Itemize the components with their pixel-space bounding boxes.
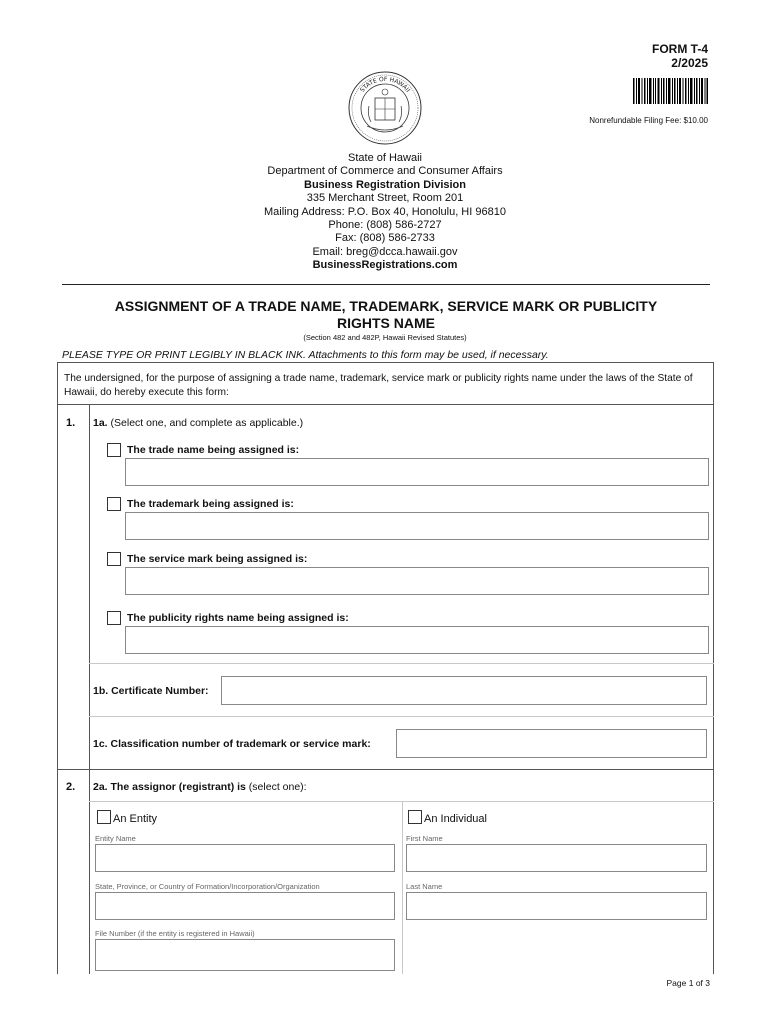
entity-name-label: Entity Name [95, 834, 136, 843]
entity-name-field[interactable] [95, 844, 395, 872]
entity-option-label: An Entity [113, 813, 158, 825]
trademark-field[interactable] [125, 512, 709, 540]
file-number-label: File Number (if the entity is registered in Hawaii) [95, 929, 255, 938]
svg-text:STATE OF HAWAII: STATE OF HAWAII [358, 75, 412, 94]
trademark-label: The trademark being assigned is: [127, 498, 294, 510]
trade-name-field[interactable] [125, 458, 709, 486]
agency-department: Department of Commerce and Consumer Affairs [267, 165, 503, 178]
agency-street: 335 Merchant Street, Room 201 [306, 192, 464, 205]
agency-mailing: Mailing Address: P.O. Box 40, Honolulu, HI 96810 [264, 205, 506, 218]
trade-name-checkbox[interactable] [107, 443, 121, 457]
certificate-number-label: 1b. Certificate Number: [93, 685, 209, 697]
individual-option-label: An Individual [424, 813, 487, 825]
form-title-line1: ASSIGNMENT OF A TRADE NAME, TRADEMARK, SERVICE MARK OR PUBLICITY [114, 298, 658, 314]
agency-email[interactable]: Email: breg@dcca.hawaii.gov [312, 245, 458, 258]
state-seal-icon [347, 70, 423, 146]
publicity-rights-checkbox[interactable] [107, 611, 121, 625]
number-column-divider [89, 404, 90, 974]
section-1-number: 1. [66, 417, 76, 429]
first-name-label: First Name [406, 834, 443, 843]
section-1a-heading: 1a. (Select one, and complete as applicable.) [93, 417, 304, 429]
page-number: Page 1 of 3 [666, 978, 710, 988]
individual-checkbox[interactable] [408, 810, 422, 824]
barcode-icon [633, 78, 708, 104]
service-mark-field[interactable] [125, 567, 709, 595]
certificate-number-field[interactable] [221, 676, 707, 705]
entity-checkbox[interactable] [97, 810, 111, 824]
agency-division: Business Registration Division [304, 178, 466, 191]
trademark-checkbox[interactable] [107, 497, 121, 511]
last-name-field[interactable] [406, 892, 707, 920]
section-1c-divider [89, 716, 714, 717]
form-title-line2: RIGHTS NAME [337, 315, 435, 331]
section-2-divider [57, 769, 714, 770]
agency-phone: Phone: (808) 586-2727 [328, 219, 442, 232]
section-2-number: 2. [66, 781, 76, 793]
intro-text: The undersigned, for the purpose of assigning a trade name, trademark, service mark or publicity rights name under the laws of the State of Hawaii, do hereby execute this form: [64, 373, 693, 398]
classification-number-label: 1c. Classification number of trademark or service mark: [93, 738, 371, 750]
form-title [62, 298, 710, 332]
header-divider [62, 284, 710, 285]
section-1b-divider [89, 663, 714, 664]
statutes-reference: (Section 482 and 482P, Hawaii Revised Statutes) [303, 333, 467, 342]
intro-divider [57, 404, 714, 405]
last-name-label: Last Name [406, 882, 443, 891]
service-mark-label: The service mark being assigned is: [127, 553, 308, 565]
formation-field[interactable] [95, 892, 395, 920]
first-name-field[interactable] [406, 844, 707, 872]
agency-state: State of Hawaii [348, 152, 422, 164]
agency-fax: Fax: (808) 586-2733 [335, 232, 435, 245]
trade-name-label: The trade name being assigned is: [127, 444, 300, 456]
filing-fee: Nonrefundable Filing Fee: $10.00 [589, 116, 708, 125]
formation-label: State, Province, or Country of Formation/Incorporation/Organization [95, 882, 320, 891]
publicity-rights-field[interactable] [125, 626, 709, 654]
form-number: FORM T-4 [652, 42, 708, 56]
publicity-rights-label: The publicity rights name being assigned is: [127, 612, 349, 624]
form-identifier [652, 42, 708, 70]
classification-number-field[interactable] [396, 729, 707, 758]
instructions: PLEASE TYPE OR PRINT LEGIBLY IN BLACK INK. Attachments to this form may be used, if necessary. [62, 349, 549, 361]
entity-individual-divider [402, 801, 403, 974]
agency-website[interactable]: BusinessRegistrations.com [312, 259, 458, 272]
file-number-field[interactable] [95, 939, 395, 971]
section-2a-heading: 2a. The assignor (registrant) is (select one): [93, 781, 307, 793]
form-date: 2/2025 [671, 56, 708, 70]
agency-address-block [0, 152, 770, 273]
service-mark-checkbox[interactable] [107, 552, 121, 566]
